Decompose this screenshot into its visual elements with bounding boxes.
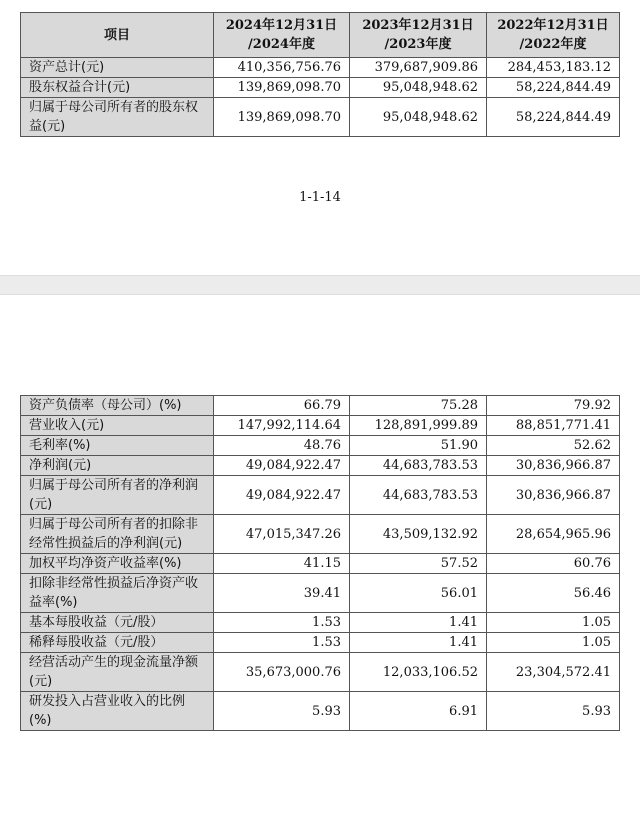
table-row — [21, 98, 620, 137]
header-2022-line1: 2022年12月31日 — [497, 18, 609, 33]
row-label: 加权平均净资产收益率(%) — [21, 554, 214, 574]
value-2024: 139,869,098.70 — [214, 98, 350, 137]
value-2022: 1.05 — [487, 633, 620, 653]
value-2024: 47,015,347.26 — [214, 515, 350, 554]
value-2024: 5.93 — [214, 692, 350, 731]
table-row — [21, 633, 620, 653]
value-2023: 12,033,106.52 — [350, 653, 487, 692]
row-label: 股东权益合计(元) — [21, 78, 214, 98]
value-2022: 30,836,966.87 — [487, 456, 620, 476]
financial-table-bottom — [20, 395, 620, 731]
row-label: 资产总计(元) — [21, 58, 214, 78]
value-2022: 28,654,965.96 — [487, 515, 620, 554]
header-2024 — [214, 13, 350, 58]
value-2022: 88,851,771.41 — [487, 416, 620, 436]
table-row — [21, 554, 620, 574]
value-2022: 58,224,844.49 — [487, 78, 620, 98]
value-2024: 147,992,114.64 — [214, 416, 350, 436]
row-label: 扣除非经常性损益后净资产收益率(%) — [21, 574, 214, 613]
table-row — [21, 613, 620, 633]
value-2024: 39.41 — [214, 574, 350, 613]
value-2022: 5.93 — [487, 692, 620, 731]
value-2022: 1.05 — [487, 613, 620, 633]
value-2023: 51.90 — [350, 436, 487, 456]
table-row — [21, 476, 620, 515]
table-header-row — [21, 13, 620, 58]
value-2024: 139,869,098.70 — [214, 78, 350, 98]
row-label: 经营活动产生的现金流量净额(元) — [21, 653, 214, 692]
value-2023: 1.41 — [350, 613, 487, 633]
row-label: 净利润(元) — [21, 456, 214, 476]
row-label: 营业收入(元) — [21, 416, 214, 436]
header-2023-line1: 2023年12月31日 — [362, 18, 474, 33]
value-2023: 379,687,909.86 — [350, 58, 487, 78]
header-2024-line1: 2024年12月31日 — [225, 18, 338, 33]
header-2023 — [350, 13, 487, 58]
value-2024: 66.79 — [214, 396, 350, 416]
header-2022 — [487, 13, 620, 58]
value-2022: 79.92 — [487, 396, 620, 416]
value-2024: 49,084,922.47 — [214, 456, 350, 476]
page-number: 1-1-14 — [299, 190, 341, 205]
value-2023: 95,048,948.62 — [350, 78, 487, 98]
value-2024: 35,673,000.76 — [214, 653, 350, 692]
table-row — [21, 58, 620, 78]
table-row — [21, 574, 620, 613]
value-2022: 58,224,844.49 — [487, 98, 620, 137]
header-2024-line2: /2024年度 — [248, 37, 315, 52]
value-2023: 1.41 — [350, 633, 487, 653]
value-2022: 23,304,572.41 — [487, 653, 620, 692]
value-2023: 44,683,783.53 — [350, 476, 487, 515]
value-2024: 1.53 — [214, 613, 350, 633]
table-row — [21, 653, 620, 692]
table-row — [21, 436, 620, 456]
value-2024: 49,084,922.47 — [214, 476, 350, 515]
value-2023: 95,048,948.62 — [350, 98, 487, 137]
value-2024: 1.53 — [214, 633, 350, 653]
table-row — [21, 396, 620, 416]
value-2023: 128,891,999.89 — [350, 416, 487, 436]
value-2023: 43,509,132.92 — [350, 515, 487, 554]
row-label: 研发投入占营业收入的比例(%) — [21, 692, 214, 731]
value-2023: 44,683,783.53 — [350, 456, 487, 476]
page-break-divider — [0, 275, 640, 295]
value-2022: 52.62 — [487, 436, 620, 456]
value-2023: 56.01 — [350, 574, 487, 613]
table-row — [21, 692, 620, 731]
value-2023: 6.91 — [350, 692, 487, 731]
row-label: 归属于母公司所有者的扣除非经常性损益后的净利润(元) — [21, 515, 214, 554]
table-row — [21, 456, 620, 476]
value-2024: 48.76 — [214, 436, 350, 456]
row-label: 基本每股收益（元/股） — [21, 613, 214, 633]
header-2023-line2: /2023年度 — [384, 37, 452, 52]
header-item: 项目 — [21, 13, 214, 58]
value-2023: 75.28 — [350, 396, 487, 416]
value-2023: 57.52 — [350, 554, 487, 574]
table-row — [21, 416, 620, 436]
row-label: 毛利率(%) — [21, 436, 214, 456]
value-2022: 284,453,183.12 — [487, 58, 620, 78]
table-row — [21, 515, 620, 554]
row-label: 资产负债率（母公司）(%) — [21, 396, 214, 416]
value-2022: 56.46 — [487, 574, 620, 613]
value-2022: 30,836,966.87 — [487, 476, 620, 515]
row-label: 归属于母公司所有者的股东权益(元) — [21, 98, 214, 137]
value-2022: 60.76 — [487, 554, 620, 574]
value-2024: 410,356,756.76 — [214, 58, 350, 78]
row-label: 归属于母公司所有者的净利润(元) — [21, 476, 214, 515]
table-row — [21, 78, 620, 98]
header-2022-line2: /2022年度 — [519, 37, 587, 52]
financial-table-top — [20, 12, 620, 137]
value-2024: 41.15 — [214, 554, 350, 574]
row-label: 稀释每股收益（元/股） — [21, 633, 214, 653]
